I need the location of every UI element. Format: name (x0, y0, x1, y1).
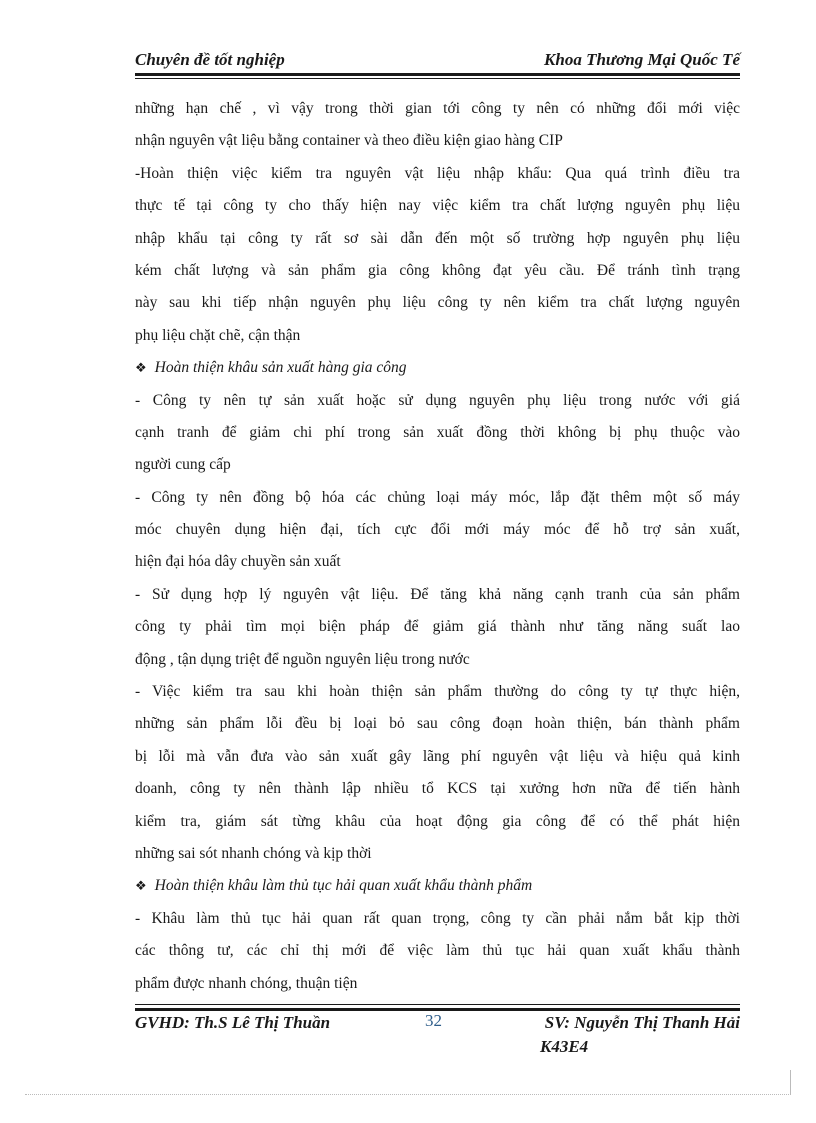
text-line: những sai sót nhanh chóng và kịp thời (135, 844, 372, 862)
section-heading-text: Hoàn thiện khâu làm thủ tục hải quan xuất khẩu thành phẩm (154, 877, 533, 895)
section-heading-text: Hoàn thiện khâu sản xuất hàng gia công (154, 359, 407, 377)
text-line: phẩm được nhanh chóng, thuận tiện (135, 974, 358, 992)
text-line: phụ liệu chặt chẽ, cận thận (135, 326, 301, 344)
text-line: kiểm tra, giám sát từng khâu của hoạt động gia công để có thể phát hiện (135, 812, 740, 830)
text-line: này sau khi tiếp nhận nguyên phụ liệu công ty nên kiểm tra chất lượng nguyên (135, 294, 740, 312)
section-heading-customs (135, 870, 740, 902)
text-line: những hạn chế , vì vậy trong thời gian tới công ty nên có những đổi mới việc (135, 100, 740, 117)
page-bottom-dotted-border (25, 1094, 791, 1095)
text-line: cạnh tranh để giảm chi phí trong sản xuất đồng thời không bị phụ thuộc vào (135, 423, 740, 441)
text-line: - Khâu làm thủ tục hải quan rất quan trọng, công ty cần phải nắm bắt kịp thời (135, 909, 740, 927)
text-line: người cung cấp (135, 456, 231, 474)
text-line: -Hoàn thiện việc kiểm tra nguyên vật liệu nhập khẩu: Qua quá trình điều tra (135, 164, 740, 182)
text-line: bị lỗi mà vẫn đưa vào sản xuất gây lãng phí nguyên vật liệu và hiệu quả kinh (135, 747, 740, 765)
diamond-bullet-icon: ❖ (135, 360, 147, 376)
page-header (135, 50, 740, 72)
text-line: - Việc kiểm tra sau khi hoàn thiện sản phẩm thường do công ty tự thực hiện, (135, 683, 740, 701)
header-faculty: Khoa Thương Mại Quốc Tế (544, 50, 740, 69)
text-line: móc chuyên dụng hiện đại, tích cực đổi mới máy móc để hỗ trợ sản xuất, (135, 521, 740, 539)
page-corner-mark (790, 1070, 791, 1094)
header-thesis-title: Chuyên đề tốt nghiệp (135, 50, 285, 69)
text-line: những sản phẩm lỗi đều bị loại bỏ sau công đoạn hoàn thiện, bán thành phẩm (135, 715, 740, 733)
text-line: - Sử dụng hợp lý nguyên vật liệu. Để tăng khả năng cạnh tranh của sản phẩm (135, 585, 740, 603)
text-line: thực tế tại công ty cho thấy hiện nay việc kiểm tra chất lượng nguyên phụ liệu (135, 197, 740, 215)
header-rule-thin (135, 78, 740, 79)
text-line: - Công ty nên đồng bộ hóa các chủng loại máy móc, lắp đặt thêm một số máy (135, 488, 740, 506)
footer-rule-thin (135, 1004, 740, 1005)
diamond-bullet-icon: ❖ (135, 878, 147, 894)
section-heading-production (135, 352, 740, 384)
page-number: 32 (425, 1011, 442, 1030)
body-text (135, 93, 740, 1000)
text-line: kém chất lượng và sản phẩm gia công không đạt yêu cầu. Để tránh tình trạng (135, 261, 740, 279)
text-line: nhập khẩu tại công ty rất sơ sài dẫn đến một số trường hợp nguyên phụ liệu (135, 229, 740, 247)
footer-class: K43E4 (540, 1037, 589, 1056)
header-rule-thick (135, 73, 740, 76)
text-line: nhận nguyên vật liệu bằng container và theo điều kiện giao hàng CIP (135, 132, 563, 150)
text-line: các thông tư, các chỉ thị mới để việc làm thủ tục hải quan xuất khẩu thành (135, 942, 740, 960)
text-line: hiện đại hóa dây chuyền sản xuất (135, 553, 341, 571)
text-line: động , tận dụng triệt để nguồn nguyên liệu trong nước (135, 650, 470, 668)
footer-student: SV: Nguyễn Thị Thanh Hải (544, 1013, 740, 1032)
text-line: công ty phải tìm mọi biện pháp để giảm giá thành như tăng năng suất lao (135, 618, 740, 636)
footer-supervisor: GVHD: Th.S Lê Thị Thuần (135, 1013, 331, 1032)
text-line: doanh, công ty nên thành lập nhiều tổ KCS tại xưởng hơn nữa để tiến hành (135, 780, 740, 798)
text-line: - Công ty nên tự sản xuất hoặc sử dụng nguyên phụ liệu trong nước với giá (135, 391, 740, 409)
